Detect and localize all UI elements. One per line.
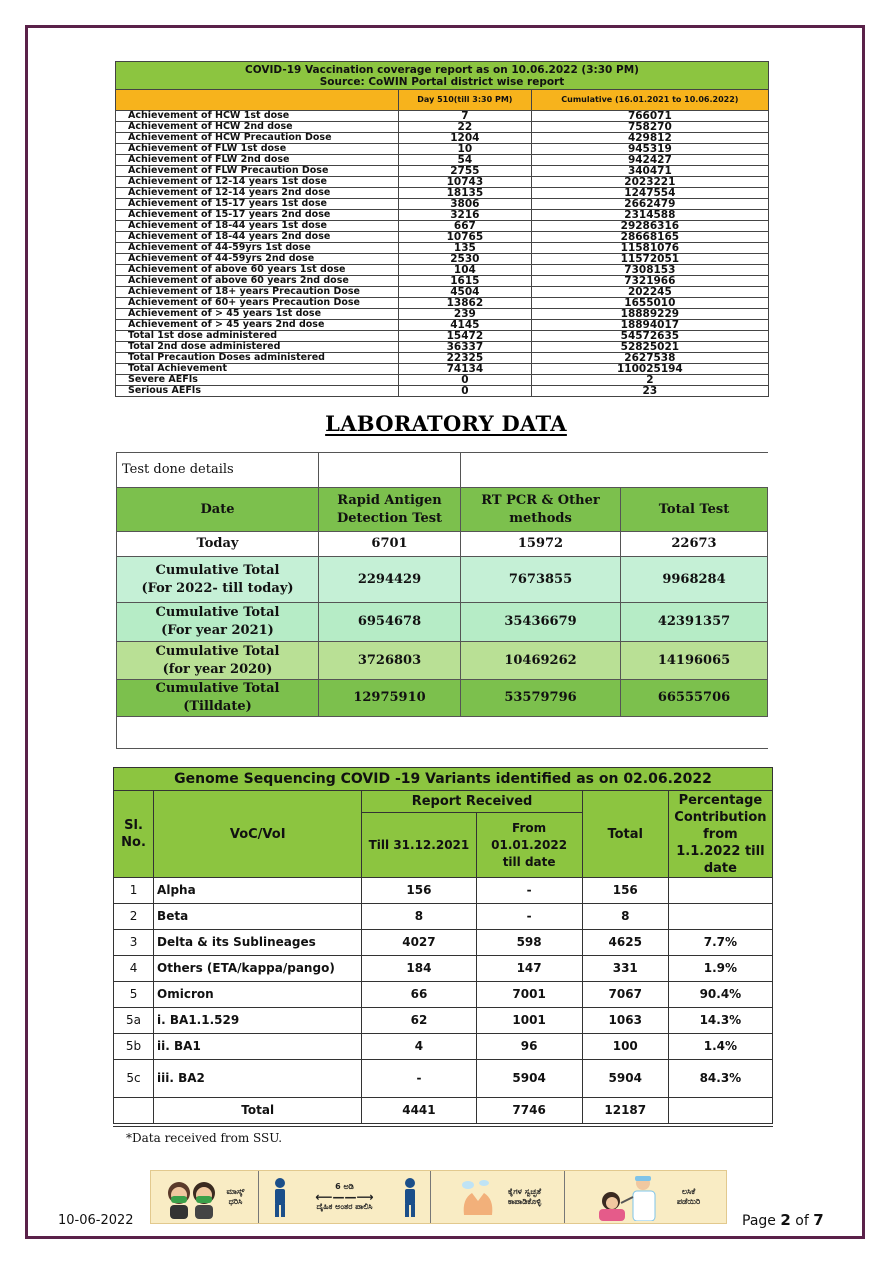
vaccination-row bbox=[116, 265, 769, 276]
genome-header-voc: VoC/VoI bbox=[154, 791, 362, 878]
double-arrow-icon: ⟵——⟶ bbox=[315, 1190, 374, 1204]
vaccination-row-label: Achievement of > 45 years 1st dose bbox=[116, 309, 399, 320]
footnote-divider bbox=[113, 1126, 773, 1127]
distance-text: 6 ಅಡಿ ⟵——⟶ ದೈಹಿಕ ಅಂತರ ಪಾಲಿಸಿ bbox=[295, 1182, 395, 1212]
vaccination-row bbox=[116, 386, 769, 397]
genome-header-sl: Sl. No. bbox=[114, 791, 154, 878]
vaccination-row-cumulative: 7308153 bbox=[531, 265, 768, 276]
vaccination-row-day: 22 bbox=[399, 122, 532, 133]
vaccination-row bbox=[116, 133, 769, 144]
vaccination-row-cumulative: 945319 bbox=[531, 144, 768, 155]
vaccination-row bbox=[116, 188, 769, 199]
vaccination-row-cumulative: 7321966 bbox=[531, 276, 768, 287]
laboratory-table bbox=[116, 452, 768, 749]
genome-row-variant: i. BA1.1.529 bbox=[154, 1008, 362, 1034]
vaccination-row bbox=[116, 166, 769, 177]
genome-row-variant: Omicron bbox=[154, 982, 362, 1008]
lab-empty-cell bbox=[319, 453, 461, 488]
genome-header-till: Till 31.12.2021 bbox=[362, 813, 476, 878]
vaccination-row bbox=[116, 331, 769, 342]
lab-row-rtpcr: 35436679 bbox=[461, 603, 621, 642]
vaccination-row-label: Achievement of 15-17 years 1st dose bbox=[116, 199, 399, 210]
vaccination-row-day: 0 bbox=[399, 386, 532, 397]
vaccination-row-cumulative: 23 bbox=[531, 386, 768, 397]
vaccination-row-cumulative: 18894017 bbox=[531, 320, 768, 331]
vaccination-row-label: Achievement of 12-14 years 1st dose bbox=[116, 177, 399, 188]
genome-row bbox=[114, 956, 773, 982]
vaccination-row-label: Achievement of 44-59yrs 1st dose bbox=[116, 243, 399, 254]
vaccination-row-day: 4145 bbox=[399, 320, 532, 331]
genome-row-sl: 4 bbox=[114, 956, 154, 982]
vaccination-row-day: 18135 bbox=[399, 188, 532, 199]
vaccination-row-label: Severe AEFIs bbox=[116, 375, 399, 386]
vaccination-row bbox=[116, 155, 769, 166]
lab-test-details-row bbox=[117, 453, 768, 488]
lab-empty-row bbox=[117, 717, 768, 749]
lab-row-date: Cumulative Total (Tilldate) bbox=[117, 680, 319, 717]
vaccination-row-label: Achievement of 18-44 years 1st dose bbox=[116, 221, 399, 232]
vaccination-row-label: Total Achievement bbox=[116, 364, 399, 375]
genome-row-variant: Delta & its Sublineages bbox=[154, 930, 362, 956]
vaccination-row bbox=[116, 276, 769, 287]
vaccination-header-day: Day 510(till 3:30 PM) bbox=[399, 90, 532, 111]
lab-row bbox=[117, 532, 768, 557]
lab-row bbox=[117, 557, 768, 603]
lab-header-total: Total Test bbox=[621, 488, 768, 532]
genome-row-from: 96 bbox=[476, 1034, 582, 1060]
vaccination-row-cumulative: 2314588 bbox=[531, 210, 768, 221]
vaccination-row-cumulative: 54572635 bbox=[531, 331, 768, 342]
genome-row-percentage: 90.4% bbox=[668, 982, 772, 1008]
vaccine-text: ಲಸಿಕೆ ಪಡೆಯಿರಿ bbox=[676, 1187, 701, 1206]
laboratory-heading: LABORATORY DATA bbox=[325, 411, 567, 436]
genome-row-total: 4625 bbox=[582, 930, 668, 956]
vaccination-row-cumulative: 429812 bbox=[531, 133, 768, 144]
vaccination-row-day: 10 bbox=[399, 144, 532, 155]
person-icon bbox=[271, 1177, 289, 1217]
vaccination-row-label: Achievement of 15-17 years 2nd dose bbox=[116, 210, 399, 221]
genome-row-percentage bbox=[668, 904, 772, 930]
genome-total-row bbox=[114, 1098, 773, 1124]
vaccination-row bbox=[116, 199, 769, 210]
vaccination-row bbox=[116, 221, 769, 232]
lab-header-rapid: Rapid Antigen Detection Test bbox=[319, 488, 461, 532]
genome-row-till: 8 bbox=[362, 904, 476, 930]
vaccination-row-label: Achievement of HCW 1st dose bbox=[116, 111, 399, 122]
vaccination-row bbox=[116, 287, 769, 298]
vaccination-header-blank bbox=[116, 90, 399, 111]
vaccination-row-day: 22325 bbox=[399, 353, 532, 364]
vaccination-row-label: Achievement of 18+ years Precaution Dose bbox=[116, 287, 399, 298]
vaccination-row-cumulative: 2627538 bbox=[531, 353, 768, 364]
genome-total-pct bbox=[668, 1098, 772, 1124]
lab-header-rtpcr: RT PCR & Other methods bbox=[461, 488, 621, 532]
genome-row-from: 5904 bbox=[476, 1060, 582, 1098]
lab-row-rapid: 3726803 bbox=[319, 642, 461, 680]
genome-row-total: 100 bbox=[582, 1034, 668, 1060]
lab-row-date: Cumulative Total (for year 2020) bbox=[117, 642, 319, 680]
vaccination-row-day: 2530 bbox=[399, 254, 532, 265]
vaccination-row bbox=[116, 254, 769, 265]
vaccination-row bbox=[116, 342, 769, 353]
vaccination-row-cumulative: 2662479 bbox=[531, 199, 768, 210]
genome-row bbox=[114, 982, 773, 1008]
genome-row-percentage: 1.4% bbox=[668, 1034, 772, 1060]
lab-empty-cell bbox=[117, 717, 768, 749]
vaccination-row-label: Achievement of 44-59yrs 2nd dose bbox=[116, 254, 399, 265]
vaccination-row-label: Achievement of 60+ years Precaution Dose bbox=[116, 298, 399, 309]
page-number: Page 2 of 7 bbox=[742, 1211, 824, 1229]
vaccination-row-day: 1615 bbox=[399, 276, 532, 287]
vaccination-row-label: Achievement of above 60 years 1st dose bbox=[116, 265, 399, 276]
vaccination-row-label: Achievement of HCW Precaution Dose bbox=[116, 133, 399, 144]
vaccination-row-cumulative: 2023221 bbox=[531, 177, 768, 188]
genome-row-variant: Others (ETA/kappa/pango) bbox=[154, 956, 362, 982]
vaccination-row-label: Achievement of HCW 2nd dose bbox=[116, 122, 399, 133]
genome-row-sl: 2 bbox=[114, 904, 154, 930]
genome-row-from: 1001 bbox=[476, 1008, 582, 1034]
genome-row-percentage: 14.3% bbox=[668, 1008, 772, 1034]
vaccination-row-label: Achievement of FLW 2nd dose bbox=[116, 155, 399, 166]
genome-row-variant: Beta bbox=[154, 904, 362, 930]
vaccination-row bbox=[116, 177, 769, 188]
vaccination-row-day: 239 bbox=[399, 309, 532, 320]
genome-row-sl: 5b bbox=[114, 1034, 154, 1060]
lab-row-rtpcr: 53579796 bbox=[461, 680, 621, 717]
vaccination-row-day: 13862 bbox=[399, 298, 532, 309]
lab-row-rtpcr: 15972 bbox=[461, 532, 621, 557]
genome-row-total: 1063 bbox=[582, 1008, 668, 1034]
vaccination-row-label: Serious AEFIs bbox=[116, 386, 399, 397]
vaccination-row bbox=[116, 375, 769, 386]
genome-row-sl: 3 bbox=[114, 930, 154, 956]
vaccination-row-label: Total Precaution Doses administered bbox=[116, 353, 399, 364]
vaccination-row-day: 10765 bbox=[399, 232, 532, 243]
genome-total-sl bbox=[114, 1098, 154, 1124]
genome-header-from: From 01.01.2022 till date bbox=[476, 813, 582, 878]
vaccination-row-day: 0 bbox=[399, 375, 532, 386]
genome-row-sl: 5c bbox=[114, 1060, 154, 1098]
vaccination-row-day: 74134 bbox=[399, 364, 532, 375]
covid-behaviour-banner bbox=[150, 1170, 727, 1224]
vaccination-row bbox=[116, 243, 769, 254]
lab-row-total: 42391357 bbox=[621, 603, 768, 642]
handwash-segment bbox=[431, 1171, 565, 1223]
vaccination-icon bbox=[591, 1173, 671, 1221]
lab-row-date: Cumulative Total (For 2022- till today) bbox=[117, 557, 319, 603]
vaccination-row bbox=[116, 309, 769, 320]
vaccination-row bbox=[116, 111, 769, 122]
vaccination-row-day: 3216 bbox=[399, 210, 532, 221]
lab-row-total: 14196065 bbox=[621, 642, 768, 680]
genome-row-till: 4027 bbox=[362, 930, 476, 956]
vaccine-segment bbox=[565, 1171, 726, 1223]
lab-row-rapid: 12975910 bbox=[319, 680, 461, 717]
lab-row bbox=[117, 680, 768, 717]
person-icon bbox=[401, 1177, 419, 1217]
genome-row-from: - bbox=[476, 904, 582, 930]
vaccination-title-row bbox=[116, 62, 769, 90]
lab-test-done-details: Test done details bbox=[117, 453, 319, 488]
vaccination-row-cumulative: 758270 bbox=[531, 122, 768, 133]
genome-row bbox=[114, 1008, 773, 1034]
vaccination-row bbox=[116, 353, 769, 364]
genome-total-till: 4441 bbox=[362, 1098, 476, 1124]
genome-row-percentage: 84.3% bbox=[668, 1060, 772, 1098]
genome-row-from: 7001 bbox=[476, 982, 582, 1008]
vaccination-row-cumulative: 1655010 bbox=[531, 298, 768, 309]
genome-row-sl: 1 bbox=[114, 878, 154, 904]
vaccination-row-cumulative: 29286316 bbox=[531, 221, 768, 232]
genome-row-variant: iii. BA2 bbox=[154, 1060, 362, 1098]
vaccination-row-cumulative: 340471 bbox=[531, 166, 768, 177]
masked-faces-icon bbox=[164, 1175, 220, 1219]
genome-table bbox=[113, 767, 773, 1124]
genome-row-from: 147 bbox=[476, 956, 582, 982]
vaccination-source: Source: CoWIN Portal district wise report bbox=[319, 75, 565, 88]
lab-row-date: Cumulative Total (For year 2021) bbox=[117, 603, 319, 642]
vaccination-row-day: 7 bbox=[399, 111, 532, 122]
vaccination-row-day: 1204 bbox=[399, 133, 532, 144]
genome-row-sl: 5 bbox=[114, 982, 154, 1008]
lab-row-date: Today bbox=[117, 532, 319, 557]
genome-header-row-1 bbox=[114, 791, 773, 813]
genome-row-from: - bbox=[476, 878, 582, 904]
vaccination-title bbox=[116, 62, 769, 90]
vaccination-row-day: 10743 bbox=[399, 177, 532, 188]
vaccination-row-cumulative: 52825021 bbox=[531, 342, 768, 353]
genome-row-total: 7067 bbox=[582, 982, 668, 1008]
vaccination-row-day: 135 bbox=[399, 243, 532, 254]
genome-row bbox=[114, 1060, 773, 1098]
genome-row-total: 331 bbox=[582, 956, 668, 982]
genome-total-total: 12187 bbox=[582, 1098, 668, 1124]
lab-row-rapid: 2294429 bbox=[319, 557, 461, 603]
vaccination-row-cumulative: 2 bbox=[531, 375, 768, 386]
vaccination-row bbox=[116, 298, 769, 309]
vaccination-row bbox=[116, 122, 769, 133]
genome-row-total: 156 bbox=[582, 878, 668, 904]
genome-row-percentage bbox=[668, 878, 772, 904]
lab-row bbox=[117, 603, 768, 642]
vaccination-row-day: 667 bbox=[399, 221, 532, 232]
lab-empty-cell bbox=[461, 453, 768, 488]
genome-row-till: 156 bbox=[362, 878, 476, 904]
genome-header-total: Total bbox=[582, 791, 668, 878]
vaccination-row-label: Achievement of FLW Precaution Dose bbox=[116, 166, 399, 177]
vaccination-row-cumulative: 11572051 bbox=[531, 254, 768, 265]
vaccination-row-day: 4504 bbox=[399, 287, 532, 298]
vaccination-row-day: 54 bbox=[399, 155, 532, 166]
genome-row bbox=[114, 904, 773, 930]
genome-row-till: 66 bbox=[362, 982, 476, 1008]
mask-text: ಮಾಸ್ಕ್ ಧರಿಸಿ bbox=[226, 1187, 245, 1206]
vaccination-row-day: 15472 bbox=[399, 331, 532, 342]
vaccination-row bbox=[116, 364, 769, 375]
handwash-text: ಕೈಗಳ ಸ್ವಚ್ಛತೆ ಕಾಪಾಡಿಕೊಳ್ಳಿ bbox=[507, 1187, 542, 1206]
vaccination-row-day: 36337 bbox=[399, 342, 532, 353]
lab-header-date: Date bbox=[117, 488, 319, 532]
genome-row bbox=[114, 930, 773, 956]
vaccination-row-day: 3806 bbox=[399, 199, 532, 210]
lab-row-rtpcr: 7673855 bbox=[461, 557, 621, 603]
genome-row-total: 8 bbox=[582, 904, 668, 930]
genome-title-row bbox=[114, 768, 773, 791]
genome-header-report-received: Report Received bbox=[362, 791, 582, 813]
vaccination-row-cumulative: 202245 bbox=[531, 287, 768, 298]
genome-row-till: 4 bbox=[362, 1034, 476, 1060]
genome-row-percentage: 1.9% bbox=[668, 956, 772, 982]
genome-total-label: Total bbox=[154, 1098, 362, 1124]
vaccination-row-cumulative: 942427 bbox=[531, 155, 768, 166]
distance-segment bbox=[259, 1171, 431, 1223]
handwash-icon bbox=[454, 1175, 502, 1219]
genome-total-from: 7746 bbox=[476, 1098, 582, 1124]
genome-row bbox=[114, 1034, 773, 1060]
lab-row-rapid: 6954678 bbox=[319, 603, 461, 642]
genome-row-percentage: 7.7% bbox=[668, 930, 772, 956]
genome-row bbox=[114, 878, 773, 904]
vaccination-row-cumulative: 766071 bbox=[531, 111, 768, 122]
vaccination-row-cumulative: 28668165 bbox=[531, 232, 768, 243]
vaccination-row bbox=[116, 320, 769, 331]
genome-row-from: 598 bbox=[476, 930, 582, 956]
genome-row-till: - bbox=[362, 1060, 476, 1098]
genome-title: Genome Sequencing COVID -19 Variants identified as on 02.06.2022 bbox=[114, 768, 773, 791]
lab-header-row bbox=[117, 488, 768, 532]
vaccination-header-row bbox=[116, 90, 769, 111]
vaccination-row bbox=[116, 210, 769, 221]
footnote: *Data received from SSU. bbox=[126, 1131, 283, 1145]
vaccination-row-cumulative: 18889229 bbox=[531, 309, 768, 320]
lab-row-rtpcr: 10469262 bbox=[461, 642, 621, 680]
vaccination-row bbox=[116, 144, 769, 155]
vaccination-row-cumulative: 11581076 bbox=[531, 243, 768, 254]
vaccination-row-label: Achievement of above 60 years 2nd dose bbox=[116, 276, 399, 287]
genome-row-till: 62 bbox=[362, 1008, 476, 1034]
vaccination-row-cumulative: 110025194 bbox=[531, 364, 768, 375]
vaccination-header-cumulative: Cumulative (16.01.2021 to 10.06.2022) bbox=[531, 90, 768, 111]
vaccination-row-day: 104 bbox=[399, 265, 532, 276]
vaccination-row-label: Achievement of FLW 1st dose bbox=[116, 144, 399, 155]
vaccination-row-label: Achievement of 12-14 years 2nd dose bbox=[116, 188, 399, 199]
lab-row-total: 22673 bbox=[621, 532, 768, 557]
footer-date: 10-06-2022 bbox=[58, 1213, 134, 1228]
vaccination-row bbox=[116, 232, 769, 243]
genome-row-variant: ii. BA1 bbox=[154, 1034, 362, 1060]
vaccination-row-label: Total 1st dose administered bbox=[116, 331, 399, 342]
genome-row-variant: Alpha bbox=[154, 878, 362, 904]
vaccination-row-label: Achievement of > 45 years 2nd dose bbox=[116, 320, 399, 331]
vaccination-row-label: Total 2nd dose administered bbox=[116, 342, 399, 353]
genome-row-sl: 5a bbox=[114, 1008, 154, 1034]
mask-segment bbox=[151, 1171, 259, 1223]
genome-header-percentage: Percentage Contribution from 1.1.2022 till date bbox=[668, 791, 772, 878]
vaccination-title-line1: COVID-19 Vaccination coverage report as on 10.06.2022 (3:30 PM) bbox=[245, 63, 639, 76]
vaccination-row-label: Achievement of 18-44 years 2nd dose bbox=[116, 232, 399, 243]
lab-row-total: 66555706 bbox=[621, 680, 768, 717]
lab-row bbox=[117, 642, 768, 680]
lab-row-rapid: 6701 bbox=[319, 532, 461, 557]
lab-row-total: 9968284 bbox=[621, 557, 768, 603]
vaccination-table bbox=[115, 61, 769, 397]
vaccination-row-cumulative: 1247554 bbox=[531, 188, 768, 199]
genome-row-total: 5904 bbox=[582, 1060, 668, 1098]
vaccination-row-day: 2755 bbox=[399, 166, 532, 177]
genome-row-till: 184 bbox=[362, 956, 476, 982]
